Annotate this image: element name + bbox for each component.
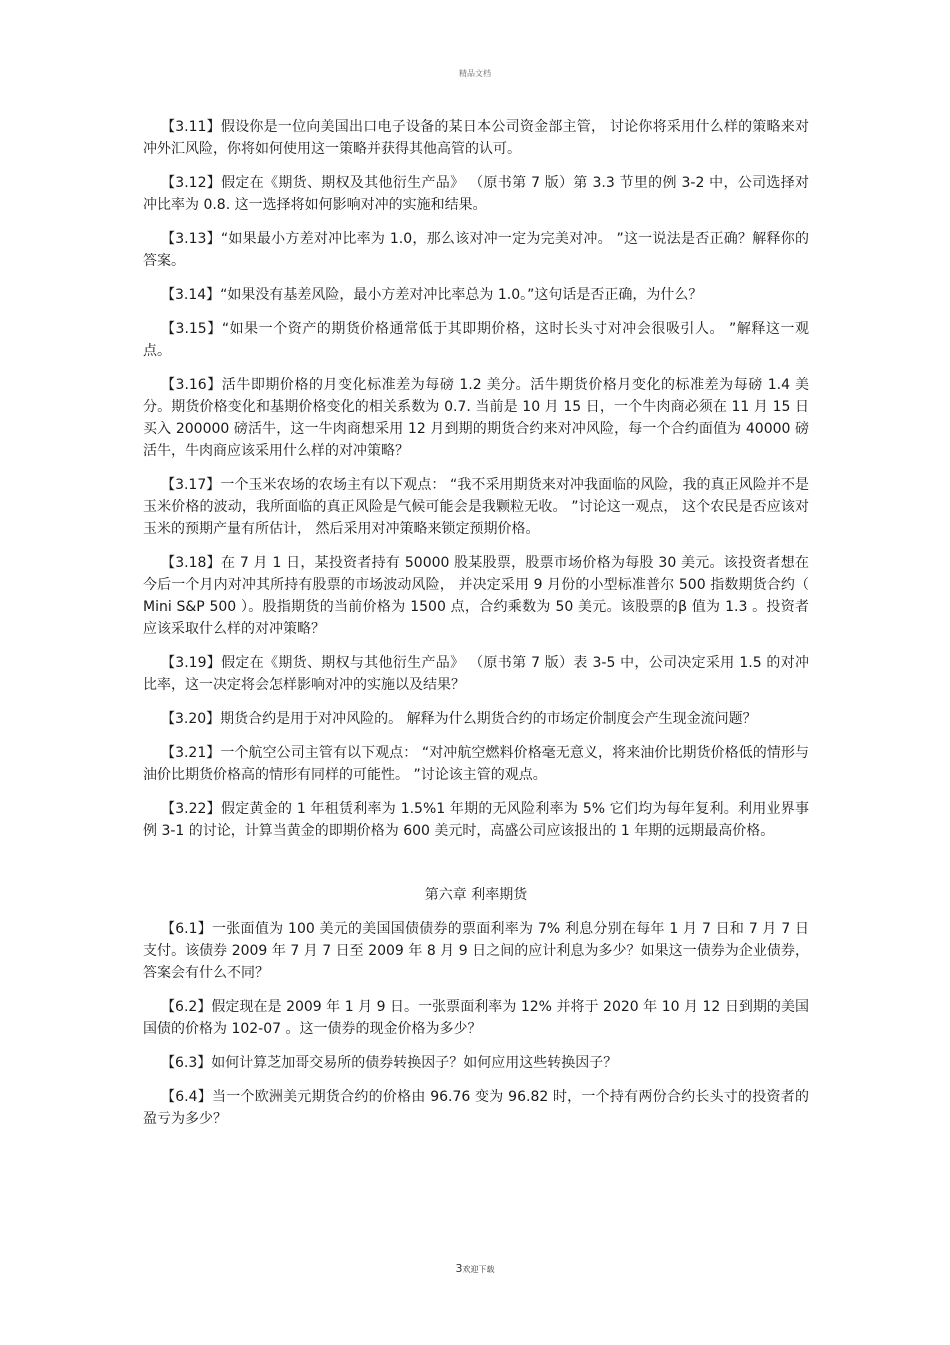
page-footer bbox=[0, 1262, 950, 1275]
question-3-21 bbox=[143, 742, 809, 786]
page-header: 精品文档 bbox=[459, 69, 491, 78]
question-number: 【3.13】 bbox=[161, 231, 221, 247]
question-6-1 bbox=[143, 918, 809, 984]
question-3-18 bbox=[143, 552, 809, 640]
question-3-15 bbox=[143, 318, 809, 362]
chapter6-questions bbox=[143, 918, 809, 1130]
question-number: 【6.3】 bbox=[161, 1055, 212, 1071]
footer-text: 欢迎下载 bbox=[462, 1265, 495, 1274]
question-number: 【6.1】 bbox=[161, 921, 213, 937]
question-number: 【3.22】 bbox=[161, 801, 221, 817]
question-number: 【3.15】 bbox=[161, 321, 222, 337]
question-text: 当一个欧洲美元期货合约的价格由 96.76 变为 96.82 时，一个持有两份合约长头寸的投资者的盈亏为多少？ bbox=[143, 1089, 809, 1127]
question-text: 期货合约是用于对冲风险的。 解释为什么期货合约的市场定价制度会产生现金流问题？ bbox=[220, 711, 757, 727]
question-3-12 bbox=[143, 172, 809, 216]
question-text: “如果最小方差对冲比率为 1.0，那么该对冲一定为完美对冲。 ”这一说法是否正确？解释你的答案。 bbox=[143, 231, 810, 269]
question-number: 【3.18】 bbox=[161, 555, 221, 571]
question-3-14 bbox=[143, 284, 809, 306]
question-text: “如果一个资产的期货价格通常低于其即期价格，这时长头寸对冲会很吸引人。 ”解释这一观点。 bbox=[143, 321, 809, 359]
question-text: 假定在《期货、期权及其他衍生产品》 （原书第 7 版）第 3.3 节里的例 3-2 中，公司选择对冲比率为 0.8. 这一选择将如何影响对冲的实施和结果。 bbox=[143, 175, 810, 213]
question-text: “如果没有基差风险，最小方差对冲比率总为 1.0。”这句话是否正确，为什么？ bbox=[220, 287, 703, 303]
question-number: 【3.17】 bbox=[161, 477, 221, 493]
question-text: 假定在《期货、期权与其他衍生产品》 （原书第 7 版）表 3-5 中，公司决定采用 1.5 的对冲比率，这一决定将会怎样影响对冲的实施以及结果？ bbox=[143, 655, 810, 693]
question-number: 【3.12】 bbox=[161, 175, 222, 191]
question-text: 一个玉米农场的农场主有以下观点： “我不采用期货来对冲我面临的风险，我的真正风险并不是玉米价格的波动，我所面临的真正风险是气候可能会是我颗粒无收。 ”讨论这一观点， 这个农民是否应该对玉米的预期产量有所估计， 然后采用对冲策略来锁定预期价格。 bbox=[143, 477, 810, 537]
document-body bbox=[143, 116, 809, 1142]
question-number: 【6.2】 bbox=[161, 999, 212, 1015]
question-3-11 bbox=[143, 116, 809, 160]
question-text: 活牛即期价格的月变化标准差为每磅 1.2 美分。活牛期货价格月变化的标准差为每磅 1.4 美分。期货价格变化和基期价格变化的相关系数为 0.7. 当前是 10 月 15 日，一个牛肉商必须在 11 月 15 日买入 200000 磅活牛，这一牛肉商想采用 12 月到期的期货合约来对冲风险，每一个合约面值为 40000 磅活牛，牛肉商应该采用什么样的对冲策略？ bbox=[143, 377, 810, 459]
question-text: 假定现在是 2009 年 1 月 9 日。一张票面利率为 12% 并将于 2020 年 10 月 12 日到期的美国国债的价格为 102-07 。这一债券的现金价格为多少？ bbox=[143, 999, 810, 1037]
page-number: 3 bbox=[455, 1262, 463, 1275]
question-number: 【6.4】 bbox=[161, 1089, 212, 1105]
question-number: 【3.11】 bbox=[161, 119, 221, 135]
question-3-13 bbox=[143, 228, 809, 272]
question-text: 假设你是一位向美国出口电子设备的某日本公司资金部主管， 讨论你将采用什么样的策略来对冲外汇风险，你将如何使用这一策略并获得其他高管的认可。 bbox=[143, 119, 810, 157]
question-number: 【3.21】 bbox=[161, 745, 221, 761]
question-text: 一个航空公司主管有以下观点： “对冲航空燃料价格毫无意义，将来油价比期货价格低的情形与油价比期货价格高的情形有同样的可能性。 ”讨论该主管的观点。 bbox=[143, 745, 810, 783]
question-text: 在 7 月 1 日，某投资者持有 50000 股某股票，股票市场价格为每股 30 美元。该投资者想在今后一个月内对冲其所持有股票的市场波动风险， 并决定采用 9 月份的小型标准普尔 500 指数期货合约（ Mini S&P 500 ）。股指期货的当前价格为 1500 点，合约乘数为 50 美元。该股票的β 值为 1.3 。投资者应该采取什么样的对冲策略？ bbox=[143, 555, 810, 637]
chapter3-questions bbox=[143, 116, 809, 842]
question-text: 一张面值为 100 美元的美国国债债券的票面利率为 7% 利息分别在每年 1 月 7 日和 7 月 7 日支付。该债券 2009 年 7 月 7 日至 2009 年 8 月 9 日之间的应计利息为多少？如果这一债券为企业债券，答案会有什么不同？ bbox=[143, 921, 810, 981]
question-3-17 bbox=[143, 474, 809, 540]
question-3-22 bbox=[143, 798, 809, 842]
question-6-4 bbox=[143, 1086, 809, 1130]
question-number: 【3.19】 bbox=[161, 655, 222, 671]
question-6-2 bbox=[143, 996, 809, 1040]
question-text: 如何计算芝加哥交易所的债券转换因子？如何应用这些转换因子？ bbox=[211, 1055, 618, 1071]
question-3-20 bbox=[143, 708, 809, 730]
question-text: 假定黄金的 1 年租赁利率为 1.5%1 年期的无风险利率为 5% 它们均为每年复利。利用业界事例 3-1 的讨论，计算当黄金的即期价格为 600 美元时，高盛公司应该报出的 1 年期的远期最高价格。 bbox=[143, 801, 810, 839]
question-number: 【3.16】 bbox=[161, 377, 222, 393]
question-3-16 bbox=[143, 374, 809, 462]
question-number: 【3.14】 bbox=[161, 287, 221, 303]
chapter-title: 第六章 利率期货 bbox=[424, 887, 528, 903]
question-3-19 bbox=[143, 652, 809, 696]
question-number: 【3.20】 bbox=[161, 711, 221, 727]
question-6-3 bbox=[143, 1052, 809, 1074]
